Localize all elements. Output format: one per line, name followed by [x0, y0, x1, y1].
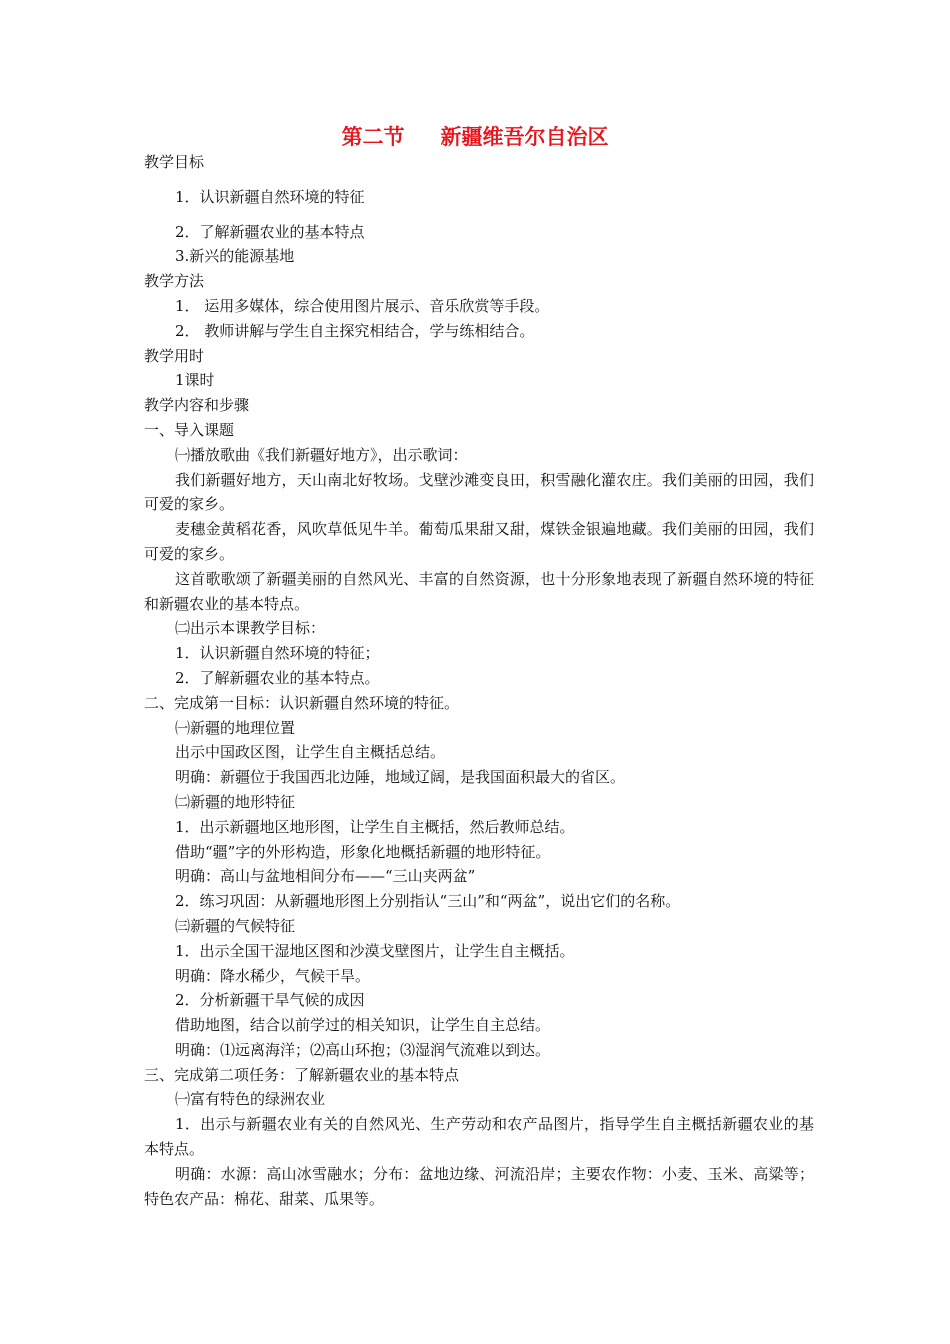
text-line: 1．出示新疆地区地形图，让学生自主概括，然后教师总结。	[175, 817, 575, 836]
text-line: 这首歌歌颂了新疆美丽的自然风光、丰富的自然资源，也十分形象地表现了新疆自然环境的特征和新疆农业的基本特点。	[144, 569, 814, 613]
text-line: 教学方法	[144, 272, 205, 291]
text-line: 2．了解新疆农业的基本特点。	[175, 668, 380, 687]
text-line: 1．认识新疆自然环境的特征；	[175, 644, 380, 663]
text-line: ㈢新疆的气候特征	[175, 916, 296, 935]
text-line: 我们新疆好地方，天山南北好牧场。戈壁沙滩变良田，积雪融化灌农庄。我们美丽的田园，我们可爱的家乡。	[144, 470, 814, 514]
text-line: 明确：降水稀少，气候干旱。	[175, 966, 371, 985]
text-line: 1．认识新疆自然环境的特征	[175, 187, 365, 206]
text-line: 2．了解新疆农业的基本特点	[175, 222, 365, 241]
text-line: 麦穗金黄稻花香，风吹草低见牛羊。葡萄瓜果甜又甜，煤铁金银遍地藏。我们美丽的田园，我们可爱的家乡。	[144, 520, 814, 563]
text-line: 2． 教师讲解与学生自主探究相结合，学与练相结合。	[175, 321, 535, 340]
text-line: ㈡新疆的地形特征	[175, 792, 296, 811]
text-line: 三、完成第二项任务：了解新疆农业的基本特点	[144, 1065, 460, 1084]
text-line: 明确：水源：高山冰雪融水；分布：盆地边缘、河流沿岸；主要农作物：小麦、玉米、高粱等；特色农产品：棉花、甜菜、瓜果等。	[144, 1164, 814, 1208]
text-line: 2．分析新疆干旱气候的成因	[175, 991, 365, 1010]
text-line: 教学内容和步骤	[144, 396, 250, 415]
text-line: 1课时	[175, 371, 215, 390]
page-title	[0, 124, 950, 150]
text-line: ㈠新疆的地理位置	[175, 718, 296, 737]
text-line: ㈡出示本课教学目标：	[175, 619, 326, 638]
text-line: 明确：新疆位于我国西北边陲，地域辽阔，是我国面积最大的省区。	[175, 768, 626, 787]
text-line: 1．出示全国干湿地区图和沙漠戈壁图片，让学生自主概括。	[175, 941, 575, 960]
text-line: 出示中国政区图，让学生自主概括总结。	[175, 743, 446, 762]
text-line: 2．练习巩固：从新疆地形图上分别指认“三山”和“两盆”，说出它们的名称。	[175, 892, 681, 911]
text-line: 3.新兴的能源基地	[175, 247, 295, 266]
text-line: 一、导入课题	[144, 420, 235, 439]
text-line: 明确：高山与盆地相间分布——“三山夹两盆”	[175, 867, 476, 886]
text-line: 教学用时	[144, 346, 205, 365]
title-region-name: 新疆维吾尔自治区	[440, 125, 609, 149]
text-line: 1． 运用多媒体，综合使用图片展示、音乐欣赏等手段。	[175, 296, 550, 315]
text-line: 明确：⑴远离海洋；⑵高山环抱；⑶湿润气流难以到达。	[175, 1040, 551, 1059]
text-line: ㈠播放歌曲《我们新疆好地方》，出示歌词：	[175, 445, 468, 464]
text-line: 1．出示与新疆农业有关的自然风光、生产劳动和农产品图片，指导学生自主概括新疆农业的基本特点。	[144, 1115, 814, 1159]
text-line: 借助“疆”字的外形构造，形象化地概括新疆的地形特征。	[175, 842, 551, 861]
document-body	[144, 150, 814, 1211]
text-line: ㈠富有特色的绿洲农业	[175, 1090, 326, 1109]
text-line: 借助地图，结合以前学过的相关知识，让学生自主总结。	[175, 1016, 551, 1035]
text-line: 教学目标	[144, 153, 205, 171]
title-section-number: 第二节	[341, 125, 405, 149]
text-line: 二、完成第一目标：认识新疆自然环境的特征。	[144, 693, 460, 712]
